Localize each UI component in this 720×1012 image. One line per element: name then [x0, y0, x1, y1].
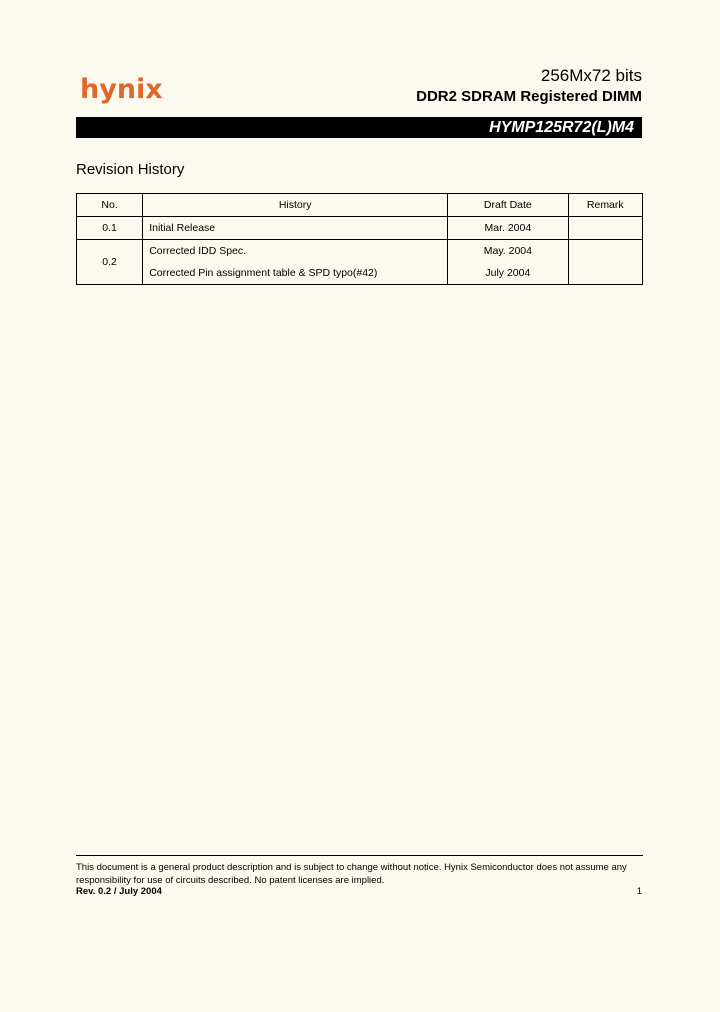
history-entry: Corrected IDD Spec. [149, 245, 247, 257]
footer-disclaimer: This document is a general product description and is subject to change without notice. Hynix Semiconductor does not assume any responsibility for use of circuits described. No patent licenses are implied. [76, 862, 627, 886]
history-entries [143, 240, 448, 285]
footer-divider [76, 855, 643, 856]
column-header-remark: Remark [568, 194, 642, 217]
table-row [77, 240, 643, 285]
column-header-draft-date: Draft Date [448, 194, 568, 217]
column-header-history: History [143, 194, 448, 217]
draft-date: Mar. 2004 [448, 217, 568, 240]
revision-number: 0.1 [77, 217, 143, 240]
draft-date: July 2004 [485, 267, 531, 279]
hynix-logo: hynix [80, 74, 163, 105]
part-number: HYMP125R72(L)M4 [489, 119, 634, 136]
table-header-row [77, 194, 643, 217]
footer-revision: Rev. 0.2 / July 2004 [76, 886, 162, 897]
table-row [77, 217, 643, 240]
part-number-bar [76, 117, 642, 138]
history-entry: Initial Release [143, 217, 448, 240]
revision-number: 0.2 [77, 240, 143, 285]
draft-dates [448, 240, 568, 285]
revision-history-table [76, 193, 643, 285]
draft-date: May. 2004 [483, 245, 532, 257]
page-number: 1 [636, 886, 642, 897]
column-header-no: No. [77, 194, 143, 217]
section-title: Revision History [76, 161, 185, 178]
product-type-label: DDR2 SDRAM Registered DIMM [416, 88, 642, 105]
remark [568, 240, 642, 285]
density-label: 256Mx72 bits [540, 66, 642, 85]
history-entry: Corrected Pin assignment table & SPD typo(#42) [149, 267, 378, 279]
remark [568, 217, 642, 240]
